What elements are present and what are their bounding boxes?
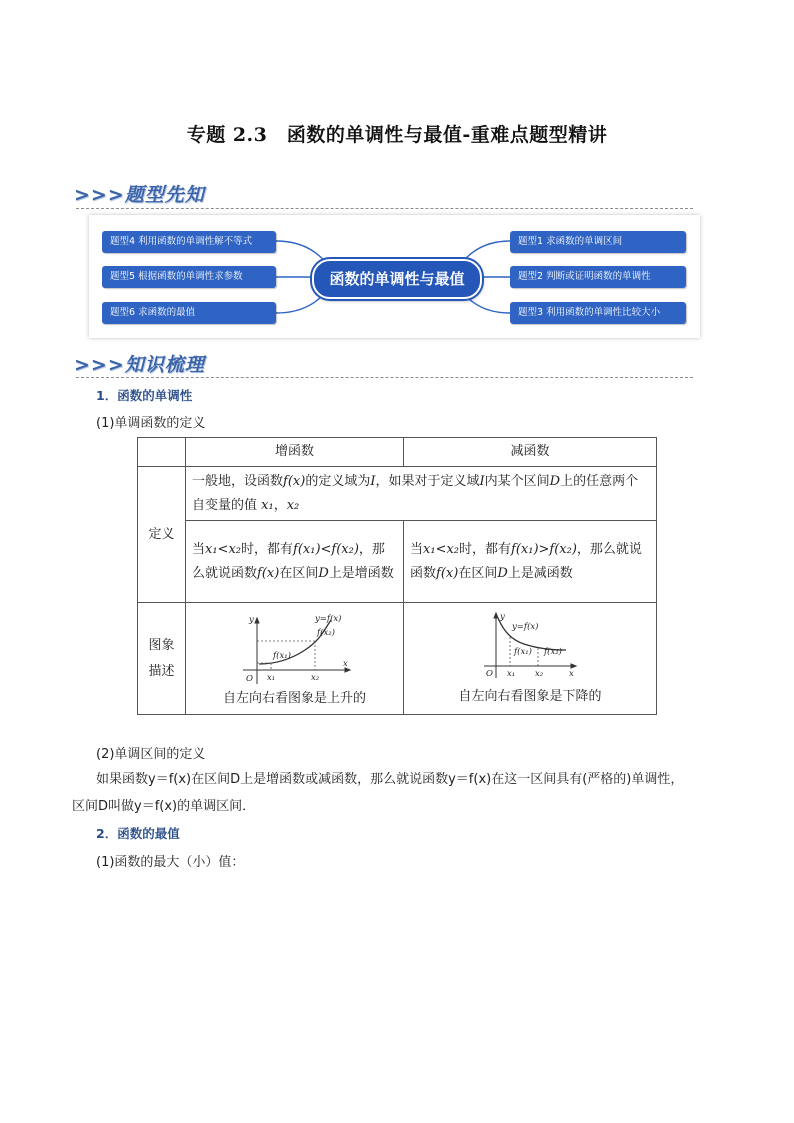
mindmap-node-type3: 题型3 利用函数的单调性比较大小 — [510, 302, 686, 324]
mindmap — [89, 215, 700, 338]
label-x: x — [569, 668, 574, 679]
label-fx1: f(x₁) — [514, 646, 532, 657]
label-yfx: y=f(x) — [512, 621, 539, 632]
col-header-decreasing: 减函数 — [404, 438, 657, 467]
subheading-monotonic-interval: (2)单调区间的定义 — [96, 747, 206, 762]
label-yfx: y=f(x) — [314, 613, 341, 624]
banner-knowledge-review: >>>知识梳理 — [74, 354, 205, 376]
monotonic-interval-para-line1: 如果函数y＝f(x)在区间D上是增函数或减函数，那么就说函数y＝f(x)在这一区间具有(严格的)单调性， — [96, 772, 684, 787]
mindmap-node-type4: 题型4 利用函数的单调性解不等式 — [102, 231, 276, 253]
label-x2: x₂ — [310, 672, 319, 683]
label-origin: O — [486, 668, 493, 679]
decreasing-definition: 当x₁<x₂时，都有f(x₁)>f(x₂)，那么就说函数f(x)在区间D上是减函数 — [404, 521, 657, 603]
col-header-increasing: 增函数 — [186, 438, 404, 467]
decreasing-graph-cell — [404, 603, 657, 715]
label-x1: x₁ — [266, 672, 275, 683]
label-x: x — [342, 658, 348, 669]
row-label-graph: 图象描述 — [138, 603, 186, 715]
label-y: y — [248, 614, 254, 625]
increasing-curve — [259, 620, 331, 664]
table-corner — [138, 438, 186, 467]
label-y: y — [500, 611, 505, 622]
common-condition: 一般地，设函数f(x)的定义域为I，如果对于定义域I内某个区间D上的任意两个自变量的值 x₁，x₂ — [186, 467, 657, 521]
definition-table — [137, 437, 657, 715]
page-title: 专题 2.3 函数的单调性与最值-重难点题型精讲 — [186, 124, 608, 146]
divider — [76, 208, 693, 209]
mindmap-node-type6: 题型6 求函数的最值 — [102, 302, 276, 324]
divider — [76, 377, 693, 378]
y-axis-arrow — [255, 618, 259, 623]
label-origin: O — [245, 673, 253, 684]
label-fx2: f(x₂) — [316, 627, 335, 638]
banner-question-types: >>>题型先知 — [74, 184, 205, 206]
row-label-definition: 定义 — [138, 467, 186, 603]
mindmap-node-type2: 题型2 判断或证明函数的单调性 — [510, 266, 686, 288]
mindmap-center: 函数的单调性与最值 — [312, 259, 482, 299]
subheading-max-min: (1)函数的最大（小）值： — [96, 855, 245, 870]
label-x1: x₁ — [507, 668, 516, 679]
increasing-definition: 当x₁<x₂时，都有f(x₁)<f(x₂)，那么就说函数f(x)在区间D上是增函数 — [186, 521, 404, 603]
increasing-caption: 自左向右看图象是上升的 — [222, 690, 366, 706]
mindmap-node-type1: 题型1 求函数的单调区间 — [510, 231, 686, 253]
increasing-function-graph — [235, 612, 355, 686]
increasing-graph-cell — [186, 603, 404, 715]
mindmap-node-type5: 题型5 根据函数的单调性求参数 — [102, 266, 276, 288]
decreasing-caption: 自左向右看图象是下降的 — [458, 688, 602, 704]
section-heading-extrema: 2．函数的最值 — [96, 826, 180, 841]
label-fx2: f(x₂) — [544, 646, 562, 657]
label-fx1: f(x₁) — [272, 650, 291, 661]
label-x2: x₂ — [535, 668, 544, 679]
section-heading-monotonicity: 1．函数的单调性 — [96, 388, 193, 403]
monotonic-interval-para-line2: 区间D叫做y＝f(x)的单调区间． — [72, 799, 256, 814]
decreasing-function-graph — [480, 610, 580, 680]
subheading-definition: (1)单调函数的定义 — [96, 416, 206, 431]
x-axis-arrow — [571, 664, 576, 668]
y-axis-arrow — [494, 613, 498, 618]
